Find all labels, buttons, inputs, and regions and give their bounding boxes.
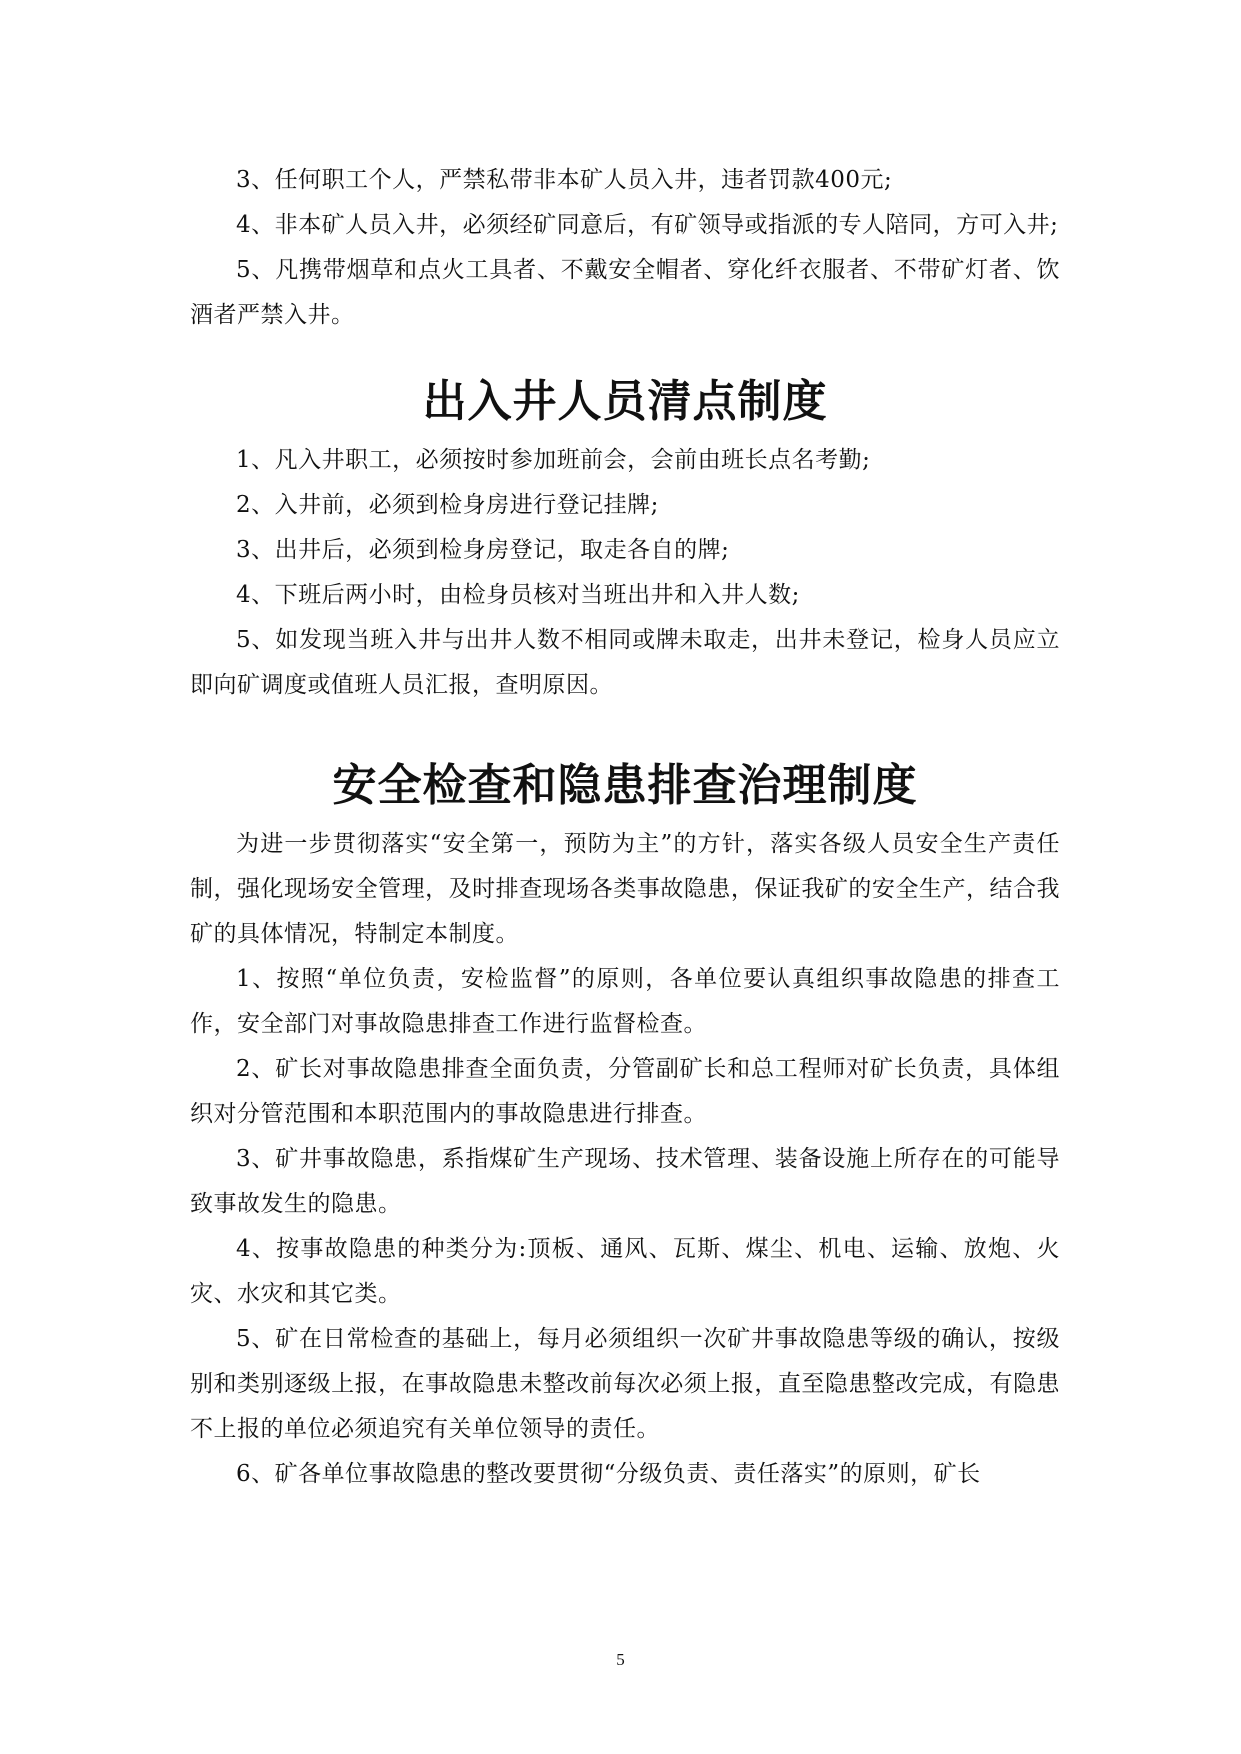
intro-paragraph: 为进一步贯彻落实“安全第一，预防为主”的方针，落实各级人员安全生产责任制，强化现场安全管理，及时排查现场各类事故隐患，保证我矿的安全生产，结合我矿的具体情况，特制定本制度。 <box>190 831 1060 947</box>
paragraph: 1、凡入井职工，必须按时参加班前会，会前由班长点名考勤; <box>236 447 871 473</box>
paragraph: 6、矿各单位事故隐患的整改要贯彻“分级负责、责任落实”的原则，矿长 <box>236 1461 981 1487</box>
section-heading: 出入井人员清点制度 <box>422 376 828 427</box>
paragraph: 5、如发现当班入井与出井人数不相同或牌未取走，出井未登记，检身人员应立即向矿调度或值班人员汇报，查明原因。 <box>190 627 1060 698</box>
paragraph: 4、按事故隐患的种类分为:顶板、通风、瓦斯、煤尘、机电、运输、放炮、火灾、水灾和其它类。 <box>190 1236 1060 1307</box>
page-content <box>190 158 1060 1497</box>
page-number: 5 <box>616 1650 625 1669</box>
paragraph: 5、凡携带烟草和点火工具者、不戴安全帽者、穿化纤衣服者、不带矿灯者、饮酒者严禁入井。 <box>190 257 1060 328</box>
paragraph: 5、矿在日常检查的基础上，每月必须组织一次矿井事故隐患等级的确认，按级别和类别逐级上报，在事故隐患未整改前每次必须上报，直至隐患整改完成，有隐患不上报的单位必须追究有关单位领导的责任。 <box>190 1326 1060 1442</box>
paragraph: 3、任何职工个人，严禁私带非本矿人员入井，违者罚款400元; <box>236 167 893 193</box>
paragraph: 2、入井前，必须到检身房进行登记挂牌; <box>236 492 659 518</box>
section-heading: 安全检查和隐患排查治理制度 <box>332 760 918 811</box>
paragraph: 4、下班后两小时，由检身员核对当班出井和入井人数; <box>236 582 800 608</box>
paragraph: 2、矿长对事故隐患排查全面负责，分管副矿长和总工程师对矿长负责，具体组织对分管范围和本职范围内的事故隐患进行排查。 <box>190 1056 1060 1127</box>
paragraph: 3、出井后，必须到检身房登记，取走各自的牌; <box>236 537 730 563</box>
paragraph: 3、矿井事故隐患，系指煤矿生产现场、技术管理、装备设施上所存在的可能导致事故发生的隐患。 <box>190 1146 1060 1217</box>
paragraph: 1、按照“单位负责，安检监督”的原则，各单位要认真组织事故隐患的排查工作，安全部门对事故隐患排查工作进行监督检查。 <box>190 966 1060 1037</box>
paragraph: 4、非本矿人员入井，必须经矿同意后，有矿领导或指派的专人陪同，方可入井; <box>236 212 1059 238</box>
